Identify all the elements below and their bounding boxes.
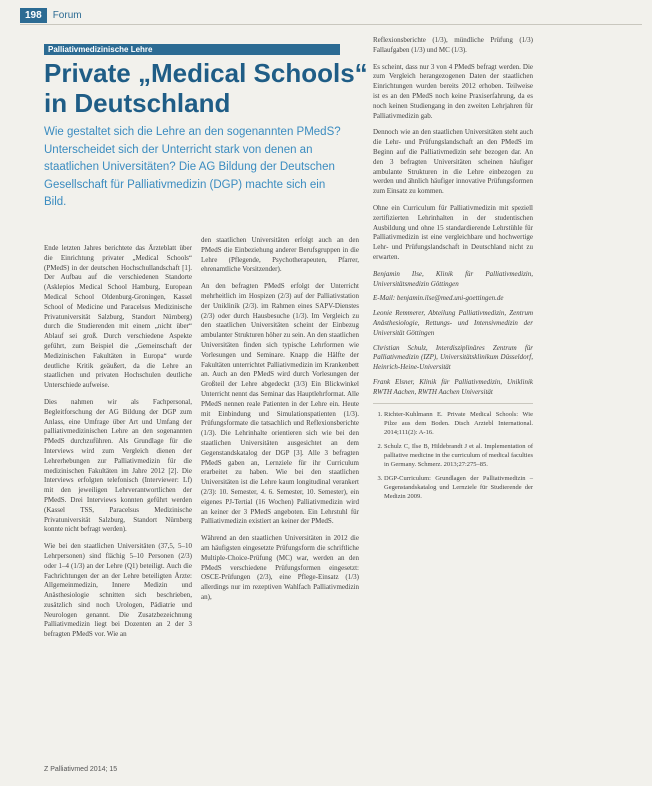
paragraph: An den befragten PMedS erfolgt der Unterricht mehrheitlich im Hospizen (2/3) auf der Palliativstation der Uniklinik (2/3). im Rahmen eines SAPV-Dienstes (2/3) oder durch Hausbesuche (1/3). Im Vergleich zu den staatlichen Universitäten scheint der Einbezug ambulanter Strukturen höher zu sein. An den staatlichen Universitäten finden sich typische Lehrformen wie Vorlesungen und Seminare. Knapp die Hälfte der Fakultäten unterrichtet Palliativmedizin im Krankenbett an. Auch an den PMedS wird durch Vorlesungen der Großteil der Lehre abgedeckt (3/3) Ein Blickwinkel Unterricht nennt das Seminar das Hauptlehrformat. Alle PMedS nennen reale Patienten in der Lehre ein. Heute mit Einbindung und Simulationspatienten (1/3). Prüfungsformate die tatsachlich und Reflexionsberichte (1/3). Die Lehrinhalte orientieren sich wie bei den staatlichen Universitäten ausgesichtet an dem Gegenstandskatalog der DGP [3]. Alle 3 befragten PMedS gaben an, Lernziele für ihr Curriculum erarbeitet zu haben. Wie bei den staatlichen Universitäten ist die Lehre kaum longitudinal verankert (2/3): 10. Semester, 4. 6. Semester, 10. Semester), ein eigenes PJ-Tertial (16 Wochen) Palliativmedizin wird an keiner der 3 PMedS angeboten. Ein Lehrstuhl für Palliativmedizin existiert an keiner der PMedS.: [201, 282, 359, 526]
reference-list: [373, 403, 533, 501]
page-number: 198: [20, 8, 47, 23]
paragraph: Ohne ein Curriculum für Palliativmedizin mit speziell zertifizierten Lehrinhalten in der studentischen Ausbildung und ohne 15 standardierende Lehrstühle für Palliativmedizin ist eine vergleichbare und hochwertige Lehr- und Prüfungslandschaft in Deutschland nicht zu erwarten.: [373, 203, 533, 261]
author-entry: Frank Elsner, Klinik für Palliativmedizin, Uniklinik RWTH Aachen, RWTH Aachen Universität: [373, 377, 533, 396]
article-title: Private „Medical Schools“ in Deutschland: [44, 58, 368, 118]
article-lead: Wie gestaltet sich die Lehre an den sogenannten PMedS? Unterscheidet sich der Unterricht stark von denen an staatlichen Universitäten? Die AG Bildung der Deutschen Gesellschaft für Palliativmedizin (DGP) machte sich ein Bild.: [44, 126, 341, 208]
paragraph: Dies nahmen wir als Fachpersonal, Begleitforschung der AG Bildung der DGP zum Anlass, eine Umfrage über Art und Umfang der palliativmedizinischen Lehre an den sogenannten PMedS durchzuführen. Als Grundlage für die Interviews wird zum Vergleich dienen der Lehrerhebungen zur Palliativmedizin für die medizinischen Fakultäten im Jahre 2012 [2]. Die Interviews erfolgten telefonisch (Interviewer: Lf) mit den jeweiligen Lehrverantwortlichen der PMedS. Drei Interviews konnten geführt werden (Kassel TSS, Paracelsus Medizinische Privatuniversität Salzburg, Standort Nürnberg konnte nicht befragt werden).: [44, 397, 192, 534]
category-tag: Palliativmedizinische Lehre: [44, 44, 340, 55]
paragraph: Wie bei den staatlichen Universitäten (37,5, 5–10 Lehrpersonen) sind flächig 5–10 Personen (2/3) oder 1–4 (1/3) an der Lehre (Q1) beteiligt. Auch die Fachrichtungen der an der Lehre beteiligten Ärzte: Allgemeinmedizin, Innere Medizin und Anästhesiologie schnitten sich beschrieben, zusätzlich sind noch Urologen, Pädiatrie und Neurologen genannt. Die Zusatzbezeichnung Palliativmedizin liegt bei Dozenten an 2 der 3 befragten PMedS vor. Wie an: [44, 542, 192, 639]
page-footer: Z Palliativmed 2014; 15: [44, 766, 118, 773]
author-entry: Christian Schulz, Interdisziplinäres Zentrum für Palliativmedizin (IZP), Universitätsklinikum Düsseldorf, Heinrich-Heine-Universität: [373, 343, 533, 372]
text-column-3: [373, 36, 533, 506]
header-divider: [20, 24, 642, 25]
reference-item: 3. DGP-Curriculum: Grundlagen der Palliativmedizin – Gegenstandskatalog und Lernziele für Studierende der Medizin 2009.: [384, 474, 533, 501]
reference-item: 2. Schulz C, Ilse B, Hildebrandt J et al. Implementation of palliative medicine in the curriculum of medical faculties in Germany. Schmerz. 2013;27:275–85.: [384, 442, 533, 469]
paragraph: Während an den staatlichen Universitäten in 2012 die am häufigsten eingesetzte Prüfungsform die schriftliche Multiple-Choice-Prüfung (MC) war, werden an den PMedS verschiedene Prüfungsformen eingesetzt: OSCE-Prüfungen (2/3), eine Pflege-Einsatz (1/3) allerdings nur im rezeptiven Wahlfach Palliativmedizin an),: [201, 534, 359, 601]
paragraph: den staatlichen Universitäten erfolgt auch an den PMedS die Einbeziehung anderer Berufsgruppen in die Lehre (Pflegende, Psychotherapeuten, Pfarrer, ehrenamtliche Vorsitzender).: [201, 236, 359, 274]
section-label: Forum: [52, 9, 82, 21]
text-column-2: [201, 236, 359, 610]
page-header: [20, 6, 82, 24]
paragraph: Es scheint, dass nur 3 von 4 PMedS befragt werden. Die zum Vergleich herangezogenen Daten der staatlichen Einrichtungen wurden bereits 2012 erhoben. Teilweise ist es an den PMedS noch keine Praxiserfahrung, da es noch keinen Studiengang in den zweiten Lehrjahren für Palliativmedizin gab.: [373, 62, 533, 120]
reference-item: 1. Richter-Kuhlmann E. Private Medical Schools: Wie Pilze aus dem Boden. Dtsch Arztebl International. 2014;111(2): A-16.: [384, 410, 533, 437]
author-entry: Benjamin Ilse, Klinik für Palliativmedizin, Universitätsmedizin Göttingen: [373, 269, 533, 288]
author-entry: Leonie Remmerer, Abteilung Palliativmedizin, Zentrum Anästhesiologie, Rettungs- und Intensivmedizin der Universität Göttingen: [373, 309, 533, 337]
paragraph: Reflexionsberichte (1/3), mündliche Prüfung (1/3) Fallaufgaben (1/3) und MC (1/3).: [373, 36, 533, 54]
paragraph: Ende letzten Jahres berichtete das Ärzteblatt über die Einrichtung privater „Medical Schools“ (PMedS) in der deutschen Hochschullandschaft [1]. Der Aufbau auf die verschiedenen Standorte (Asklepios Medical School Hamburg, European Medical School Oldenburg-Groningen, Kassel School of Medicine und Paracelsus Medizinische Privatuniversität Salzburg, Standort Nürnberg) durch die Studierenden mit einem „nicht über“ Ablauf sei groß. Durch verschiedene Aspekte geführt, zum Beispiel die „Gemeinschaft der Medizinischen Fakultäten in Europa“ wurde deutliche Kritik geäußert, da die Lehre an staatlichen und privaten Hochschulen deutliche Unterschiede aufweise.: [44, 244, 192, 390]
paragraph: Dennoch wie an den staatlichen Universitäten steht auch die Lehr- und Prüfungslandschaft an den PMedS im Beginn auf die Palliativmedizin sehr bezogen dar. An den 3 befragten Universitäten scheinen häufiger ambulante Strukturen in die Lehre einbezogen zu werden und ähnlich häufiger innovative Prüfungsformen zum Einsatz zu kommen.: [373, 128, 533, 196]
author-email: E-Mail: benjamin.ilse@med.uni-goettingen.de: [373, 294, 504, 303]
author-list: [373, 270, 533, 398]
text-column-1: [44, 244, 192, 647]
